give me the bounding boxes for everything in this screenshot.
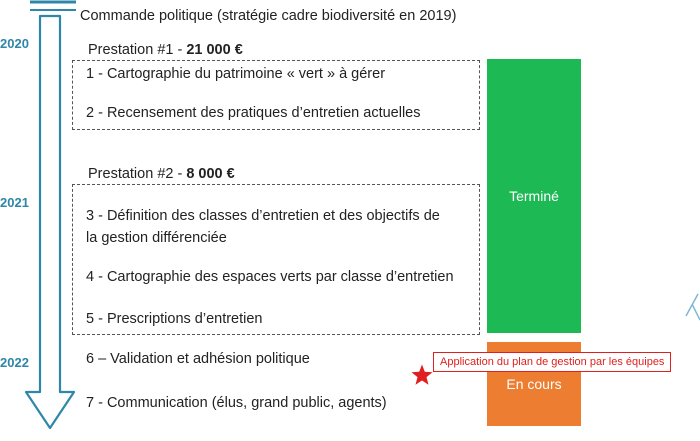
prestation-2-amount: 8 000 €: [186, 166, 235, 182]
status-done-label: Terminé: [509, 188, 559, 204]
status-done-bar: [487, 59, 581, 333]
status-in-progress-label: En cours: [506, 376, 562, 392]
prestation-2-title: [88, 166, 235, 182]
step-7: 7 - Communication (élus, grand public, agents): [86, 395, 387, 411]
prestation-1-label: Prestation #1 -: [88, 42, 187, 58]
prestation-1-amount: 21 000 €: [186, 42, 243, 58]
step-3-continued: la gestion différenciée: [86, 230, 227, 246]
header-text: Commande politique (stratégie cadre biodiversité en 2019): [80, 8, 457, 24]
year-2020: 2020: [0, 36, 29, 51]
year-2021: 2021: [0, 195, 29, 210]
prestation-1-title: [88, 42, 243, 58]
edge-arrow-icon: [676, 290, 700, 350]
prestation-2-label: Prestation #2 -: [88, 166, 187, 182]
callout-box: Application du plan de gestion par les équipes: [433, 352, 671, 372]
step-1: 1 - Cartographie du patrimoine « vert » à gérer: [86, 66, 386, 82]
step-3: 3 - Définition des classes d’entretien et des objectifs de: [86, 208, 440, 224]
step-5: 5 - Prescriptions d’entretien: [86, 311, 263, 327]
step-2: 2 - Recensement des pratiques d’entretien actuelles: [86, 105, 421, 121]
step-4: 4 - Cartographie des espaces verts par classe d’entretien: [86, 269, 454, 285]
year-2022: 2022: [0, 355, 29, 370]
step-6: 6 – Validation et adhésion politique: [86, 351, 310, 367]
star-icon: [410, 363, 434, 387]
